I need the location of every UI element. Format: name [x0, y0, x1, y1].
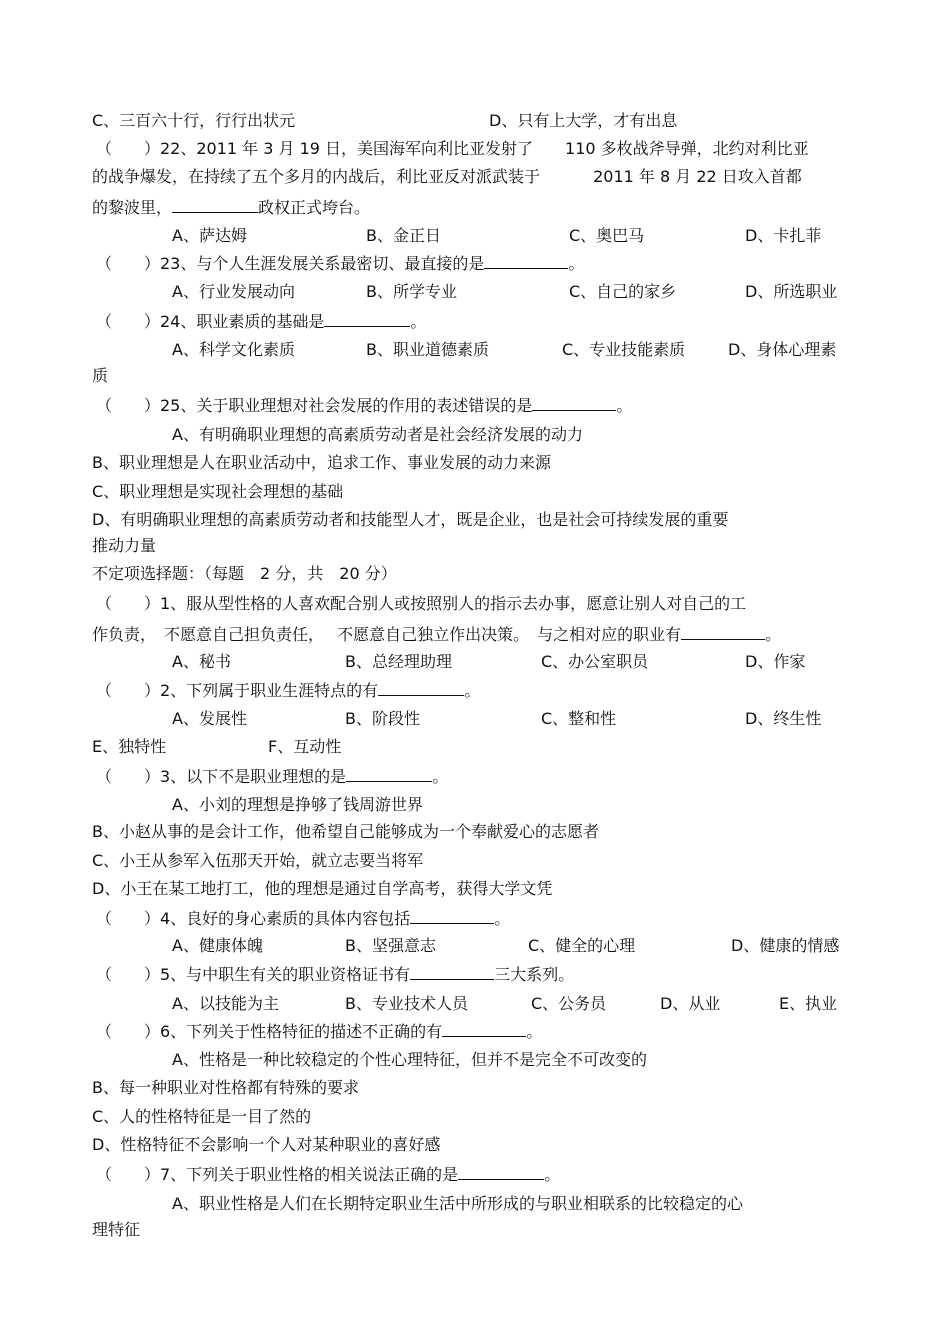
option-c: C、三百六十行，行行出状元 [92, 111, 296, 130]
option-c: C、人的性格特征是一目了然的 [92, 1107, 312, 1126]
question-text: （ ）23、与个人生涯发展关系最密切、最直接的是 [96, 254, 485, 273]
option-f: F、互动性 [268, 737, 342, 756]
question-text: 。 [568, 254, 585, 273]
question-m5 [96, 963, 574, 985]
question-m7 [96, 1163, 560, 1185]
question-text: 。 [410, 312, 427, 331]
question-text: 。 [464, 681, 481, 700]
question-text: （ ）3、以下不是职业理想的是 [96, 767, 347, 786]
option-d: D、健康的情感 [731, 936, 840, 955]
option-a: A、萨达姆 [172, 226, 247, 245]
question-25 [96, 394, 632, 416]
answer-blank [410, 963, 494, 980]
question-text: 。 [544, 1165, 561, 1184]
option-b: B、专业技术人员 [345, 994, 468, 1013]
question-m1-line-2 [92, 623, 781, 645]
question-text: 。 [494, 909, 511, 928]
option-a: A、职业性格是人们在长期特定职业生活中所形成的与职业相联系的比较稳定的心 [172, 1194, 743, 1213]
option-a: A、科学文化素质 [172, 340, 295, 359]
option-b: B、总经理助理 [345, 652, 452, 671]
question-m1-line-1: （ ）1、服从型性格的人喜欢配合别人或按照别人的指示去办事，愿意让别人对自己的工 [96, 594, 747, 613]
option-d: D、有明确职业理想的高素质劳动者和技能型人才，既是企业，也是社会可持续发展的重要 [92, 510, 729, 529]
question-text: （ ）6、下列关于性格特征的描述不正确的有 [96, 1022, 443, 1041]
answer-blank [532, 394, 616, 411]
option-b: B、坚强意志 [345, 936, 436, 955]
option-c: C、办公室职员 [541, 652, 649, 671]
option-c: C、专业技能素质 [562, 340, 686, 359]
question-text: 作负责， 不愿意自己担负责任， 不愿意自己独立作出决策。 与之相对应的职业有 [92, 625, 682, 644]
option-d: D、所选职业 [745, 282, 838, 301]
question-text: （ ）24、职业素质的基础是 [96, 312, 325, 331]
option-b: B、所学专业 [366, 282, 457, 301]
option-a: A、行业发展动向 [172, 282, 295, 301]
option-a: A、发展性 [172, 709, 247, 728]
answer-blank [484, 252, 568, 269]
option-c: C、健全的心理 [528, 936, 636, 955]
question-text: （ ）25、关于职业理想对社会发展的作用的表述错误的是 [96, 396, 533, 415]
option-d: D、卡扎菲 [745, 226, 822, 245]
question-m4 [96, 907, 510, 929]
question-22-line-3 [92, 196, 370, 218]
option-a: A、性格是一种比较稳定的个性心理特征，但并不是完全不可改变的 [172, 1050, 647, 1069]
question-m6 [96, 1020, 542, 1042]
question-m2 [96, 679, 480, 701]
option-d-continued: 质 [92, 366, 109, 385]
question-text: 的黎波里， [92, 198, 173, 217]
answer-blank [681, 623, 765, 640]
question-24 [96, 310, 426, 332]
option-d: D、小王在某工地打工，他的理想是通过自学高考，获得大学文凭 [92, 879, 553, 898]
question-text: （ ）2、下列属于职业生涯特点的有 [96, 681, 379, 700]
option-d: D、作家 [745, 652, 806, 671]
question-text: （ ）7、下列关于职业性格的相关说法正确的是 [96, 1165, 459, 1184]
option-a: A、秘书 [172, 652, 231, 671]
answer-blank [442, 1020, 526, 1037]
section-heading: 不定项选择题：（每题 2 分，共 20 分） [92, 564, 397, 583]
answer-blank [346, 765, 432, 782]
option-c: C、自己的家乡 [569, 282, 677, 301]
option-c: C、小王从参军入伍那天开始，就立志要当将军 [92, 851, 424, 870]
option-c: C、公务员 [531, 994, 607, 1013]
option-a: A、以技能为主 [172, 994, 279, 1013]
option-e: E、独特性 [92, 737, 167, 756]
option-b: B、职业道德素质 [366, 340, 489, 359]
option-d: D、性格特征不会影响一个人对某种职业的喜好感 [92, 1135, 441, 1154]
question-text: （ ）4、良好的身心素质的具体内容包括 [96, 909, 411, 928]
question-text: 。 [765, 625, 782, 644]
question-text: 。 [526, 1022, 543, 1041]
answer-blank [378, 679, 464, 696]
option-d: D、终生性 [745, 709, 822, 728]
option-b: B、每一种职业对性格都有特殊的要求 [92, 1078, 359, 1097]
answer-blank [172, 196, 258, 213]
answer-blank [458, 1163, 544, 1180]
question-m3 [96, 765, 448, 787]
option-e: E、执业 [779, 994, 838, 1013]
question-text: 。 [432, 767, 449, 786]
option-b: B、阶段性 [345, 709, 420, 728]
option-b: B、金正日 [366, 226, 441, 245]
question-text: 政权正式垮台。 [258, 198, 371, 217]
answer-blank [410, 907, 494, 924]
option-a-continued: 理特征 [92, 1220, 141, 1239]
question-text: （ ）5、与中职生有关的职业资格证书有 [96, 965, 411, 984]
option-a: A、健康体魄 [172, 936, 263, 955]
option-a: A、小刘的理想是挣够了钱周游世界 [172, 795, 423, 814]
question-text: 三大系列。 [494, 965, 575, 984]
option-c: C、奥巴马 [569, 226, 645, 245]
option-c: C、职业理想是实现社会理想的基础 [92, 482, 344, 501]
question-22-line-2: 的战争爆发，在持续了五个多月的内战后，利比亚反对派武装于 2011 年 8 月 22 日攻入首都 [92, 167, 802, 186]
option-b: B、职业理想是人在职业活动中，追求工作、事业发展的动力来源 [92, 453, 551, 472]
option-d-continued: 推动力量 [92, 536, 157, 555]
option-a: A、有明确职业理想的高素质劳动者是社会经济发展的动力 [172, 425, 583, 444]
question-23 [96, 252, 584, 274]
option-b: B、小赵从事的是会计工作，他希望自己能够成为一个奉献爱心的志愿者 [92, 822, 599, 841]
question-text: 。 [616, 396, 633, 415]
question-22-line-1: （ ）22、2011 年 3 月 19 日，美国海军向利比亚发射了 110 多枚战斧导弹，北约对利比亚 [96, 139, 809, 158]
option-c: C、整和性 [541, 709, 617, 728]
option-d: D、从业 [660, 994, 721, 1013]
answer-blank [324, 310, 410, 327]
option-d: D、只有上大学，才有出息 [489, 111, 678, 130]
option-d: D、身体心理素 [728, 340, 837, 359]
